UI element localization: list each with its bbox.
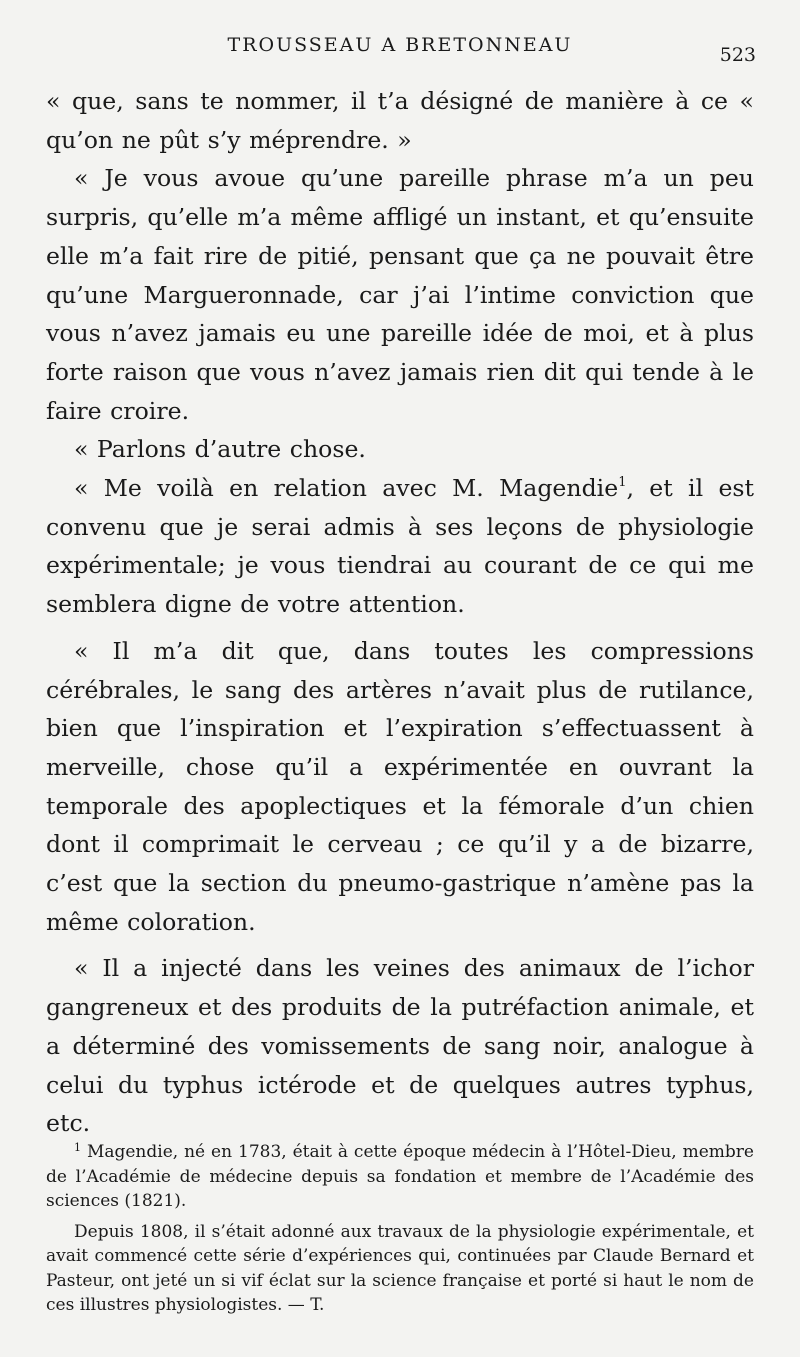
page-number: 523 — [719, 44, 756, 66]
footnote-2: Depuis 1808, il s’était adonné aux travaux de la physiologie expérimentale, et avait commencé cette série d’expériences qui, continuées par Claude Bernard et Pasteur, ont jeté un si vif éclat sur la science française et porté si haut le nom de ces illustres physiologistes. — T. — [46, 1221, 754, 1315]
paragraph-1: « que, sans te nommer, il t’a désigné de manière à ce « qu’on ne pût s’y méprendre. » — [46, 87, 754, 154]
main-text — [46, 82, 754, 1143]
paragraph-2: « Je vous avoue qu’une pareille phrase m’a un peu surpris, qu’elle m’a même affligé un instant, et qu’ensuite elle m’a fait rire de pitié, pensant que ça ne pouvait être qu’une Margueronnade, car j’ai l’intime conviction que vous n’avez jamais eu une pareille idée de moi, et à plus forte raison que vous n’avez jamais rien dit qui tende à le faire croire. — [46, 164, 754, 425]
running-head — [0, 32, 800, 66]
paragraph-6: « Il a injecté dans les veines des animaux de l’ichor gangreneux et des produits de la putréfaction animale, et a déterminé des vomissements de sang noir, analogue à celui du typhus ictérode et de quelques autres typhus, etc. — [46, 954, 754, 1138]
footnote-reference: 1 — [618, 475, 627, 491]
footnotes — [46, 1140, 754, 1318]
paragraph-4-end: , et il est convenu que je serai admis à ses leçons de physiologie expérimentale; je vous tiendrai au courant de ce qui me semblera digne de votre attention. — [46, 474, 755, 619]
paragraph-5: « Il m’a dit que, dans toutes les compressions cérébrales, le sang des artères n’avait plus de rutilance, bien que l’inspiration et l’expiration s’effectuassent à merveille, chose qu’il a expérimentée en ouvrant la temporale des apoplectiques et la fémorale d’un chien dont il comprimait le cerveau ; ce qu’il y a de bizarre, c’est que la section du pneumo-gastrique n’amène pas la même coloration. — [46, 636, 754, 936]
paragraph-4 — [46, 469, 754, 624]
paragraph-3: « Parlons d’autre chose. — [74, 435, 366, 464]
footnote-1 — [46, 1140, 754, 1214]
running-title: TROUSSEAU A BRETONNEAU — [227, 34, 573, 56]
footnote-1-mark: 1 — [74, 1141, 81, 1154]
footnote-1-text: Magendie, né en 1783, était à cette époque médecin à l’Hôtel-Dieu, membre de l’Académie de médecine depuis sa fondation et membre de l’Académie des sciences (1821). — [46, 1142, 754, 1211]
paragraph-4-start: « Me voilà en relation avec M. Magendie — [74, 474, 619, 503]
